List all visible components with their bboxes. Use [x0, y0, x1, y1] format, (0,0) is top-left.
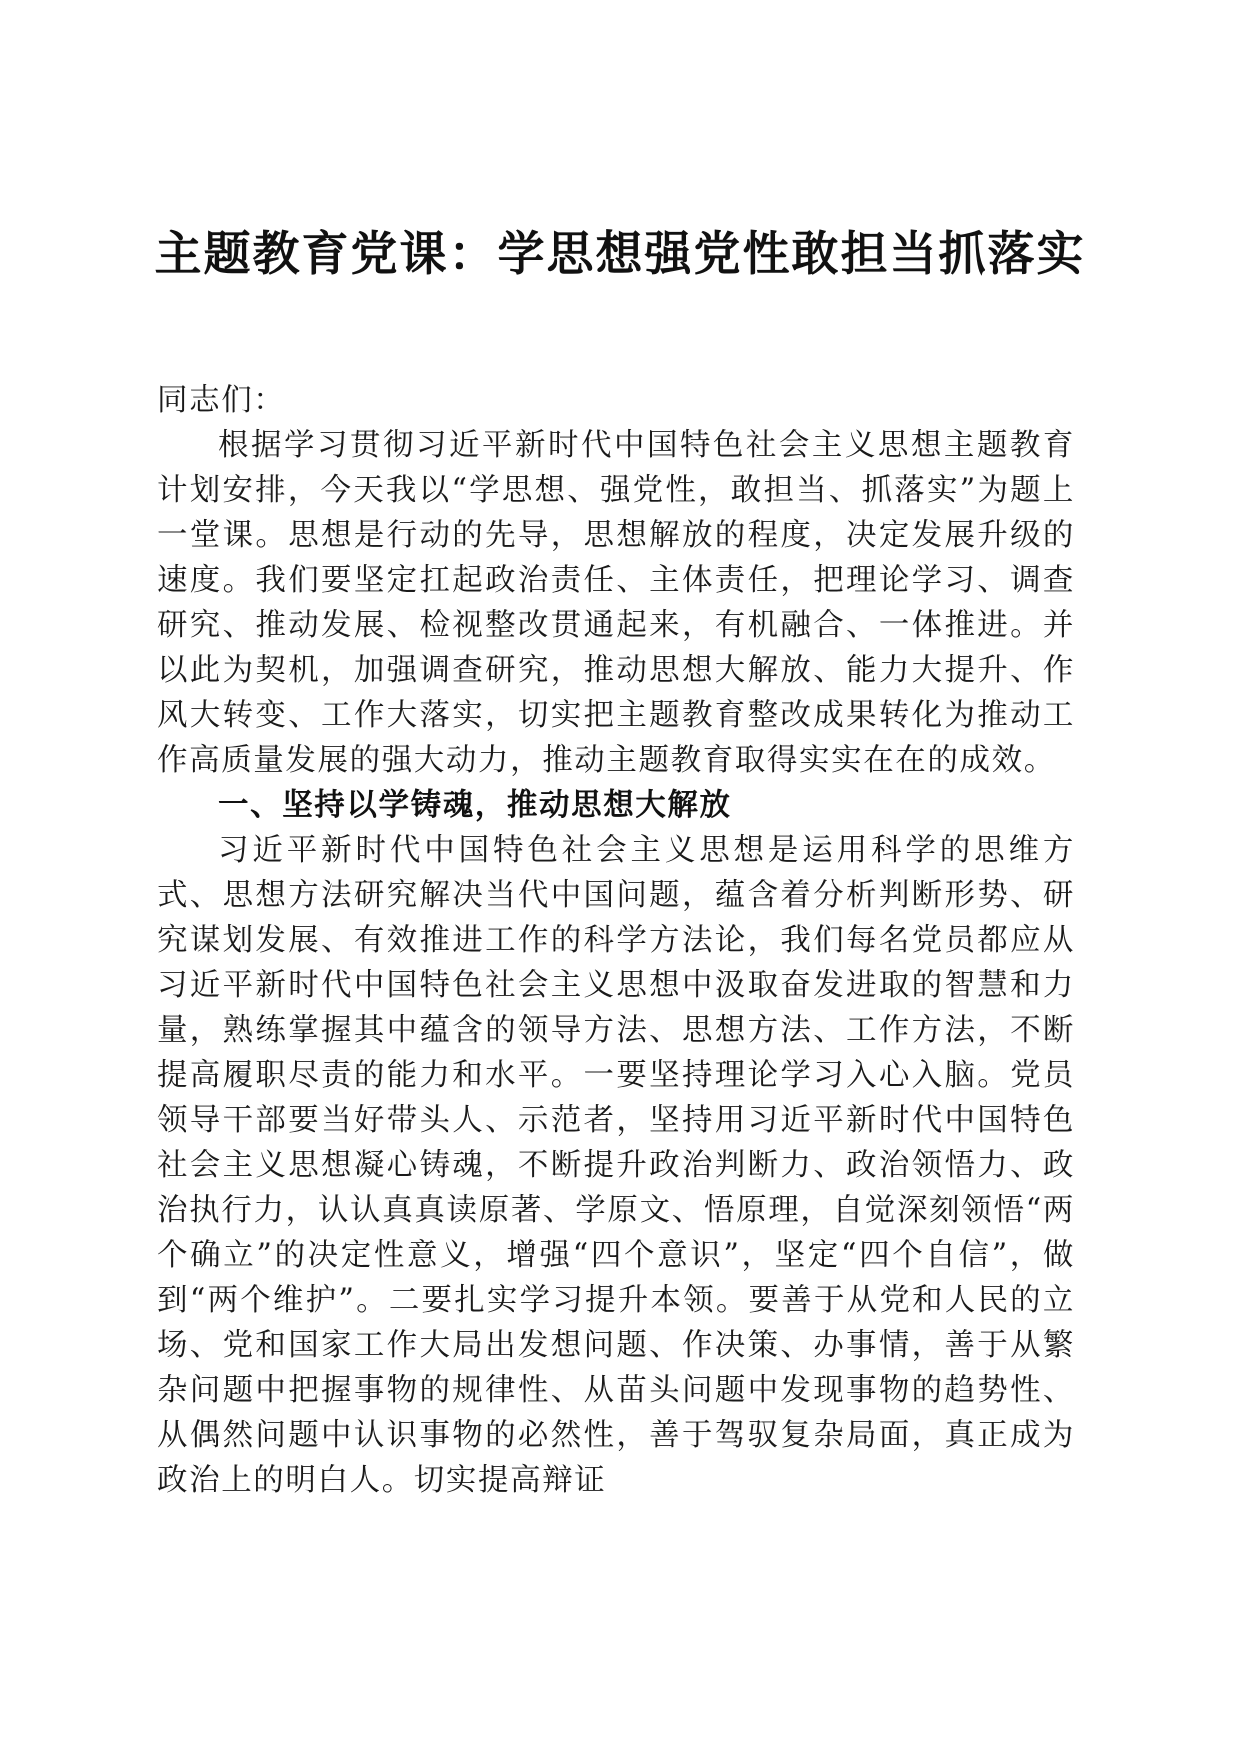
document-body: [157, 378, 1075, 1503]
section-heading-1: 一、坚持以学铸魂，推动思想大解放: [218, 787, 732, 823]
section-1-paragraph: 习近平新时代中国特色社会主义思想是运用科学的思维方式、思想方法研究解决当代中国问题，蕴含着分析判断形势、研究谋划发展、有效推进工作的科学方法论，我们每名党员都应从习近平新时代中国特色社会主义思想中汲取奋发进取的智慧和力量，熟练掌握其中蕴含的领导方法、思想方法、工作方法，不断提高履职尽责的能力和水平。一要坚持理论学习入心入脑。党员领导干部要当好带头人、示范者，坚持用习近平新时代中国特色社会主义思想凝心铸魂，不断提升政治判断力、政治领悟力、政治执行力，认认真真读原著、学原文、悟原理，自觉深刻领悟“两个确立”的决定性意义，增强“四个意识”，坚定“四个自信”，做到“两个维护”。二要扎实学习提升本领。要善于从党和人民的立场、党和国家工作大局出发想问题、作决策、办事情，善于从繁杂问题中把握事物的规律性、从苗头问题中发现事物的趋势性、从偶然问题中认识事物的必然性，善于驾驭复杂局面，真正成为政治上的明白人。切实提高辩证: [157, 833, 1075, 1498]
salutation: 同志们：: [157, 383, 286, 418]
intro-paragraph: 根据学习贯彻习近平新时代中国特色社会主义思想主题教育计划安排，今天我以“学思想、强党性，敢担当、抓落实”为题上一堂课。思想是行动的先导，思想解放的程度，决定发展升级的速度。我们要坚定扛起政治责任、主体责任，把理论学习、调查研究、推动发展、检视整改贯通起来，有机融合、一体推进。并以此为契机，加强调查研究，推动思想大解放、能力大提升、作风大转变、工作大落实，切实把主题教育整改成果转化为推动工作高质量发展的强大动力，推动主题教育取得实实在在的成效。: [157, 428, 1075, 778]
document-title: 主题教育党课：学思想强党性敢担当抓落实: [154, 227, 1086, 282]
